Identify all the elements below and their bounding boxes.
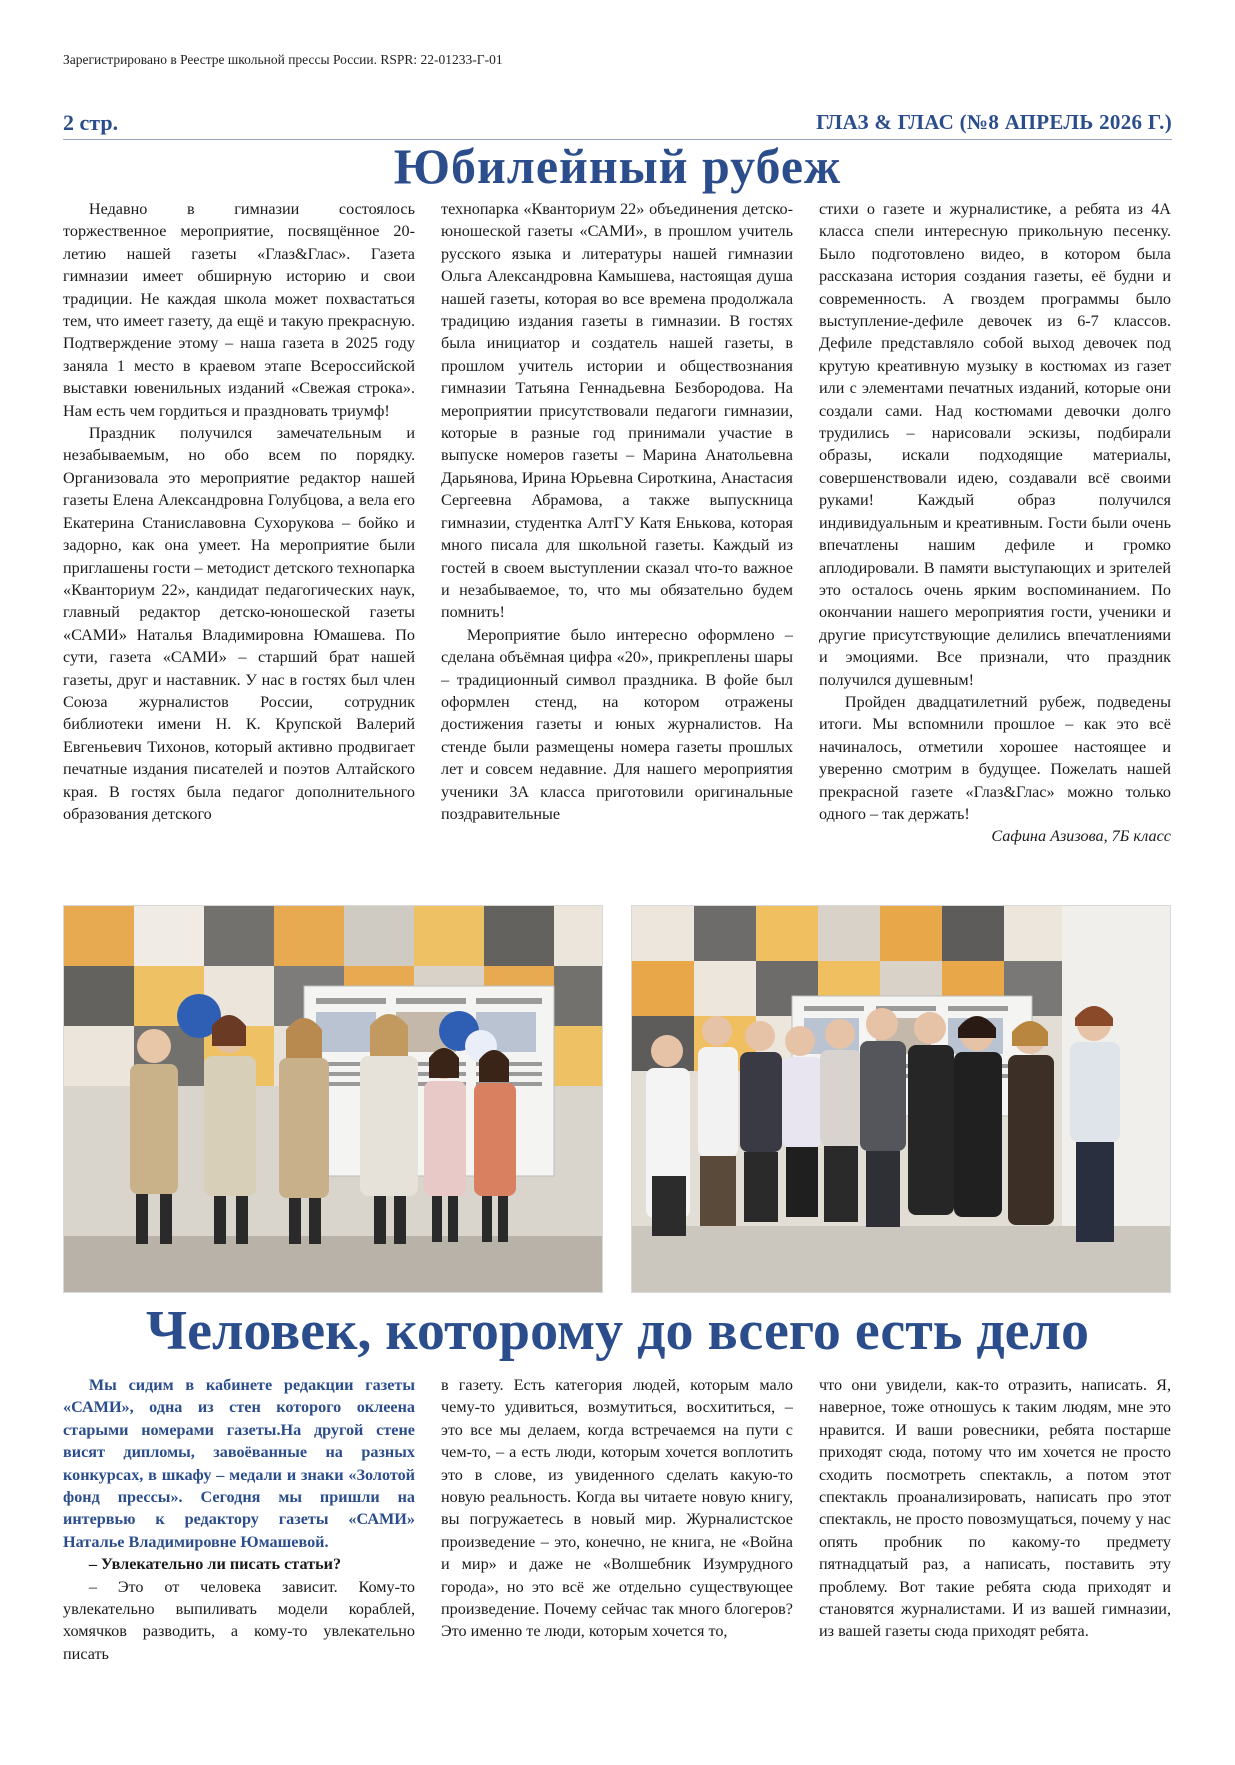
article1-column-2 bbox=[441, 198, 793, 858]
article1-column-3 bbox=[819, 198, 1171, 858]
guests-group-illustration bbox=[632, 906, 1170, 1292]
interview-answer: – Это от человека зависит. Кому-то увлекательно выпиливать модели кораблей, хомячков разводить, а кому-то увлекательно писать bbox=[63, 1577, 415, 1663]
article2-column-1 bbox=[63, 1374, 415, 1704]
paragraph: Недавно в гимназии состоялось торжественное мероприятие, посвящённое 20-летию нашей газеты «Глаз&Глас». Газета гимназии имеет обширную историю и свои традиции. Не каждая школа может похвастаться тем, что имеет газету, да ещё и такую прекрасную. Подтверждение этому – наша газета в 2025 году заняла 1 место в краевом этапе Всероссийской выставки ювенильных изданий «Свежая строка». Нам есть чем гордиться и праздновать триумф! bbox=[63, 200, 415, 420]
fashion-show-photo bbox=[63, 905, 603, 1293]
interview-question: – Увлекательно ли писать статьи? bbox=[88, 1555, 342, 1574]
guests-group-photo bbox=[631, 905, 1171, 1293]
fashion-show-illustration bbox=[64, 906, 602, 1292]
paragraph: в газету. Есть категория людей, которым мало чему-то удивиться, возмутиться, восхититься, – это все мы делаем, когда встречаемся на пути с чем-то, – а есть люди, которым хочется воплотить это в слове, из увиденного сделать какую-то новую реальность. Когда вы читаете новую книгу, вы погружаетесь в новый мир. Журналистское произведение – это, конечно, не книга, не «Война и мир» и даже не «Волшебник Изумрудного города», но это всё же отдельно существующее произведение. Почему сейчас так много блогеров? Это именно те люди, которым хочется то, bbox=[441, 1376, 793, 1641]
page-number: 2 стр. bbox=[63, 110, 119, 135]
article-lead: Мы сидим в кабинете редакции газеты «САМИ», одна из стен которого оклеена старыми номерами газеты.На другой стене висят дипломы, завоёванные на разных конкурсах, в шкафу – медали и знаки «Золотой фонд прессы». Сегодня мы пришли на интервью к редактору газеты «САМИ» Наталье Владимировне Юмашевой. bbox=[63, 1376, 415, 1551]
paragraph: Мероприятие было интересно оформлено – сделана объёмная цифра «20», прикреплены шары – традиционный символ праздника. В фойе был оформлен стенд, на котором отражены достижения газеты и юных журналистов. На стенде были размещены номера газеты прошлых лет и совсем недавние. Для нашего мероприятия ученики 3А класса приготовили оригинальные поздравительные bbox=[441, 625, 793, 823]
article2-title: Человек, которому до всего есть дело bbox=[146, 1300, 1089, 1362]
article2-column-2 bbox=[441, 1374, 793, 1704]
paragraph: Праздник получился замечательным и незабываемым, но обо всем по порядку. Организовала это мероприятие редактор нашей газеты Елена Александровна Голубцова, а вела его Екатерина Станиславовна Сухорукова – бойко и задорно, как она умеет. На мероприятие были приглашены гости – методист детского технопарка «Кванториум 22», кандидат педагогических наук, главный редактор детско-юношеской газеты «САМИ» Наталья Владимировна Юмашева. По сути, газета «САМИ» – старший брат нашей газеты, друг и наставник. У нас в гостях был член Союза журналистов России, сотрудник библиотеки имени Н. К. Крупской Валерий Евгеньевич Тихонов, который активно продвигает печатные издания писателей и поэтов Алтайского края. В гостях была педагог дополнительного образования детского bbox=[63, 424, 415, 823]
article1-column-1 bbox=[63, 198, 415, 858]
paragraph: стихи о газете и журналистике, а ребята из 4А класса спели интересную прикольную песенку. Было подготовлено видео, в котором была рассказана история создания газеты, её будни и современность. А гвоздем программы было выступление-дефиле девочек из 6-7 классов. Дефиле представляло собой выход девочек под крутую креативную музыку в костюмах из газет или с элементами печатных изданий, которые они создали сами. Над костюмами девочки долго трудились – нарисовали эскизы, подбирали образы, искали подходящие материалы, совершенствовали идею, создавали всё своими руками! Каждый образ получился индивидуальным и креативным. Гости были очень впечатлены нашим дефиле и громко аплодировали. В памяти выступающих и зрителей это осталось очень ярким воспоминанием. По окончании нашего мероприятия гости, ученики и другие присутствующие делились впечатлениями и эмоциями. Все признали, что праздник получился душевным! bbox=[819, 200, 1171, 689]
article-signature: Сафина Азизова, 7Б класс bbox=[991, 827, 1171, 846]
article2-column-3 bbox=[819, 1374, 1171, 1704]
issue-title: ГЛАЗ & ГЛАС (№8 АПРЕЛЬ 2026 Г.) bbox=[816, 110, 1172, 134]
registration-note: Зарегистрировано в Реестре школьной прессы России. RSPR: 22-01233-Г-01 bbox=[63, 52, 503, 67]
paragraph: что они увидели, как-то отразить, написать. Я, наверное, тоже отношусь к таким людям, мне это нравится. И ваши ровесники, ребята постарше приходят сюда, потому что им хочется не просто сходить посмотреть спектакль, а потом этот спектакль проанализировать, написать про этот спектакль, не просто повозмущаться, почему у нас опять пробник по какому-то предмету пятнадцатый раз, а написать, поставить эту проблему. Вот такие ребята сюда приходят и становятся журналистами. И из вашей гимназии, из вашей газеты сюда приходят ребята. bbox=[819, 1376, 1171, 1641]
paragraph: технопарка «Кванториум 22» объединения детско-юношеской газеты «САМИ», в прошлом учитель русского языка и литературы нашей гимназии Ольга Александровна Камышева, настоящая душа нашей газеты, которая во все времена продолжала традицию издания газеты в гимназии. В гостях была инициатор и создатель нашей газеты, в прошлом учитель истории и обществознания гимназии Татьяна Геннадьевна Безбородова. На мероприятии присутствовали педагоги гимназии, которые в разные год принимали участие в выпуске номеров газеты – Марина Анатольевна Дарьянова, Ирина Юрьевна Сироткина, Анастасия Сергеевна Абрамова, а также выпускница гимназии, студентка АлтГУ Катя Енькова, которая много писала для школьной газеты. Каждый из гостей в своем выступлении сказал что-то важное и незабываемое, то, что мы обязательно будем помнить! bbox=[441, 200, 793, 622]
paragraph: Пройден двадцатилетний рубеж, подведены итоги. Мы вспомнили прошлое – как это всё начиналось, отметили хорошее настоящее и уверенно смотрим в будущее. Пожелать нашей прекрасной газете «Глаз&Глас» можно только одного – так держать! bbox=[819, 692, 1171, 823]
article1-title: Юбилейный рубеж bbox=[393, 138, 842, 194]
